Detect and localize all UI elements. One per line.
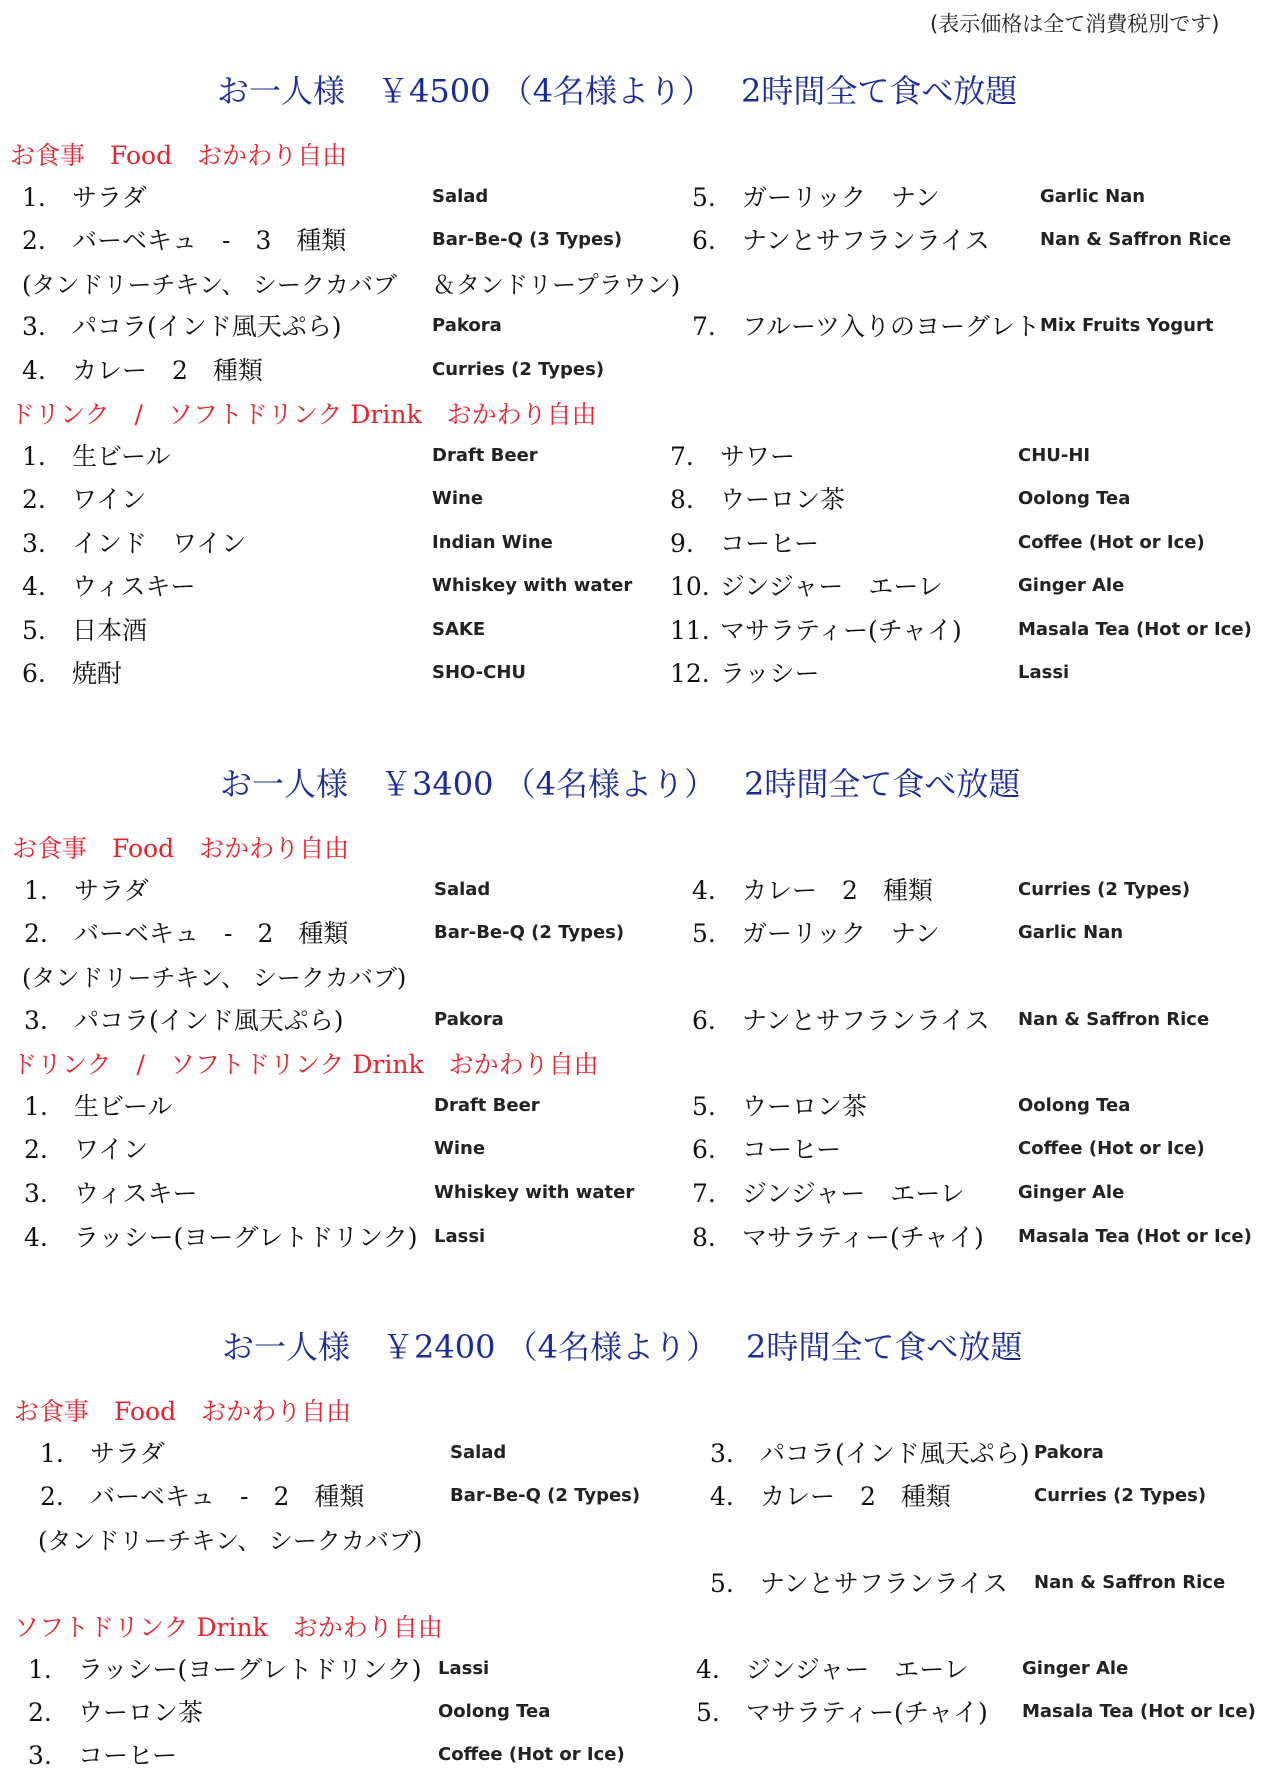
- item-jp: カレー 2 種類: [760, 1482, 951, 1511]
- plan-1-bbq-note: (タンドリーチキン、 シークカバブ: [22, 271, 397, 299]
- plan-1-food-item: [692, 178, 940, 214]
- item-jp: ワイン: [72, 485, 147, 514]
- item-jp: ラッシー(ヨーグレトドリンク): [74, 1223, 418, 1252]
- item-jp: ナンとサフランライス: [760, 1569, 1008, 1598]
- item-number: 10.: [670, 572, 710, 601]
- item-jp: 焼酎: [72, 659, 123, 688]
- item-jp: 生ビール: [72, 442, 171, 471]
- plan-3-bbq-note: (タンドリーチキン、 シークカバブ): [38, 1527, 423, 1555]
- item-number: 11.: [670, 616, 710, 645]
- item-number: 2.: [22, 485, 46, 514]
- plan-1-food-item-en: Garlic Nan: [1040, 186, 1146, 207]
- plan-3-food-item: [710, 1564, 1008, 1600]
- plan-2-title-price: お一人様 ￥3400 （4名様より）: [220, 765, 716, 803]
- item-number: 1.: [24, 876, 48, 905]
- item-number: 1.: [24, 1092, 48, 1121]
- plan-1-food-item: [22, 351, 263, 387]
- plan-2-food-item-en: Curries (2 Types): [1018, 879, 1191, 900]
- item-jp: ウィスキー: [72, 572, 196, 601]
- item-jp: 生ビール: [74, 1092, 173, 1121]
- item-jp: マサラティー(チャイ): [742, 1223, 984, 1252]
- item-number: 4.: [24, 1223, 48, 1252]
- item-jp: パコラ(インド風天ぷら): [74, 1006, 344, 1035]
- plan-3-drink-item: [696, 1693, 988, 1729]
- item-number: 7.: [692, 1179, 716, 1208]
- item-number: 4.: [710, 1482, 734, 1511]
- plan-2-drink-item-en: Wine: [434, 1138, 486, 1159]
- plan-3-food-item: [40, 1434, 165, 1470]
- plan-2-drink-item: [692, 1087, 867, 1123]
- item-jp: サワー: [720, 442, 796, 471]
- plan-3-drink-item: [28, 1736, 177, 1772]
- plan-1-drink-item-en: SAKE: [432, 619, 486, 640]
- item-number: 8.: [670, 485, 694, 514]
- plan-2-bbq-note: (タンドリーチキン、 シークカバブ): [22, 964, 407, 992]
- item-jp: サラダ: [90, 1439, 165, 1468]
- item-number: 2.: [22, 226, 46, 255]
- plan-2-drink-item: [24, 1218, 418, 1254]
- plan-2-food-item: [24, 871, 149, 907]
- item-jp: フルーツ入りのヨーグレト: [742, 312, 1041, 341]
- item-number: 5.: [696, 1698, 720, 1727]
- plan-2-food-item: [24, 914, 348, 950]
- item-number: 2.: [40, 1482, 64, 1511]
- plan-3-drink-header: ソフトドリンク Drink おかわり自由: [14, 1613, 443, 1642]
- item-jp: マサラティー(チャイ): [720, 616, 962, 645]
- item-jp: パコラ(インド風天ぷら): [72, 312, 342, 341]
- item-number: 4.: [696, 1655, 720, 1684]
- plan-2-food-item: [692, 1001, 990, 1037]
- plan-1-drink-item: [22, 480, 146, 516]
- plan-1-drink-item: [670, 437, 795, 473]
- plan-2-food-item: [692, 871, 933, 907]
- plan-1-food-item: [692, 221, 990, 257]
- plan-2-drink-item: [692, 1130, 841, 1166]
- item-jp: バーベキュ - 3 種類: [72, 226, 347, 255]
- item-number: 5.: [22, 616, 46, 645]
- item-number: 6.: [692, 1006, 716, 1035]
- plan-1-drink-item-en: Lassi: [1018, 662, 1070, 683]
- plan-3-drink-item-en: Oolong Tea: [438, 1701, 551, 1722]
- item-number: 7.: [692, 312, 716, 341]
- plan-1-food-item-en: Bar-Be-Q (3 Types): [432, 229, 623, 250]
- item-number: 1.: [28, 1655, 52, 1684]
- item-number: 3.: [24, 1006, 48, 1035]
- item-jp: ウーロン茶: [742, 1092, 868, 1121]
- plan-1-drink-item: [670, 480, 845, 516]
- plan-1-food-item: [692, 307, 1040, 343]
- item-jp: カレー 2 種類: [72, 356, 263, 385]
- plan-1-drink-item-en: Coffee (Hot or Ice): [1018, 532, 1205, 553]
- plan-2-drink-item-en: Draft Beer: [434, 1095, 540, 1116]
- plan-2-drink-item-en: Whiskey with water: [434, 1182, 635, 1203]
- plan-2-drink-item-en: Ginger Ale: [1018, 1182, 1125, 1203]
- plan-3-title: [222, 1322, 1022, 1368]
- item-jp: 日本酒: [72, 616, 148, 645]
- plan-1-food-item-en: Nan & Saffron Rice: [1040, 229, 1232, 250]
- item-jp: ジンジャー エーレ: [746, 1655, 969, 1684]
- plan-1-food-item: [22, 178, 147, 214]
- plan-2-food-item: [24, 1001, 344, 1037]
- plan-2-drink-item: [24, 1087, 173, 1123]
- item-jp: ナンとサフランライス: [742, 226, 990, 255]
- plan-3-food-item-en: Nan & Saffron Rice: [1034, 1572, 1226, 1593]
- plan-2-drink-header: ドリンク / ソフトドリンク Drink おかわり自由: [12, 1050, 599, 1079]
- plan-2-drink-item: [692, 1174, 965, 1210]
- item-jp: ワイン: [74, 1135, 149, 1164]
- plan-3-food-item-en: Pakora: [1034, 1442, 1104, 1463]
- plan-3-drink-item: [28, 1693, 203, 1729]
- plan-3-drink-item: [696, 1650, 969, 1686]
- plan-1-food-item-en: Mix Fruits Yogurt: [1040, 315, 1214, 336]
- plan-1-drink-item: [22, 611, 147, 647]
- plan-1-drink-item-en: Wine: [432, 488, 484, 509]
- plan-3-drink-item-en: Lassi: [438, 1658, 490, 1679]
- item-number: 4.: [22, 356, 46, 385]
- item-number: 1.: [22, 442, 46, 471]
- item-number: 6.: [692, 1135, 716, 1164]
- plan-1-food-item-en: Salad: [432, 186, 489, 207]
- plan-3-drink-item-en: Ginger Ale: [1022, 1658, 1129, 1679]
- plan-2-title: [220, 759, 1020, 805]
- plan-1-drink-item: [670, 611, 962, 647]
- plan-1-drink-item: [22, 567, 196, 603]
- item-jp: コーヒー: [720, 529, 820, 558]
- item-number: 3.: [22, 312, 46, 341]
- item-jp: パコラ(インド風天ぷら): [760, 1439, 1030, 1468]
- item-number: 5.: [692, 183, 716, 212]
- plan-2-drink-item: [24, 1174, 198, 1210]
- plan-2-drink-item: [24, 1130, 148, 1166]
- item-jp: サラダ: [74, 876, 149, 905]
- plan-3-food-item-en: Curries (2 Types): [1034, 1485, 1207, 1506]
- plan-1-drink-item: [670, 524, 819, 560]
- plan-3-food-item-en: Bar-Be-Q (2 Types): [450, 1485, 641, 1506]
- plan-2-food-item-en: Garlic Nan: [1018, 922, 1124, 943]
- plan-2-food-item: [692, 914, 940, 950]
- item-jp: コーヒー: [742, 1135, 842, 1164]
- item-jp: カレー 2 種類: [742, 876, 933, 905]
- plan-1-drink-item: [670, 654, 820, 690]
- item-jp: ラッシー(ヨーグレトドリンク): [78, 1655, 422, 1684]
- item-number: 5.: [710, 1569, 734, 1598]
- item-jp: ジンジャー エーレ: [720, 572, 943, 601]
- plan-1-drink-item-en: SHO-CHU: [432, 662, 527, 683]
- plan-3-drink-item-en: Coffee (Hot or Ice): [438, 1744, 625, 1765]
- plan-1-drink-header: ドリンク / ソフトドリンク Drink おかわり自由: [10, 400, 597, 429]
- item-number: 3.: [28, 1741, 52, 1770]
- tax-note: (表示価格は全て消費税別です): [930, 12, 1220, 36]
- plan-1-drink-item-en: Indian Wine: [432, 532, 553, 553]
- plan-1-drink-item-en: Ginger Ale: [1018, 575, 1125, 596]
- item-number: 6.: [692, 226, 716, 255]
- item-number: 12.: [670, 659, 710, 688]
- item-jp: ウィスキー: [74, 1179, 198, 1208]
- plan-3-food-item: [40, 1477, 364, 1513]
- plan-1-food-item: [22, 221, 346, 257]
- plan-3-title-price: お一人様 ￥2400 （4名様より）: [222, 1328, 718, 1366]
- item-number: 7.: [670, 442, 694, 471]
- plan-2-drink-item-en: Masala Tea (Hot or Ice): [1018, 1226, 1252, 1247]
- plan-1-food-header: お食事 Food おかわり自由: [10, 141, 348, 170]
- plan-1-drink-item: [22, 437, 171, 473]
- item-number: 4.: [692, 876, 716, 905]
- item-number: 4.: [22, 572, 46, 601]
- plan-3-drink-item: [28, 1650, 422, 1686]
- plan-1-drink-item: [22, 654, 122, 690]
- item-jp: インド ワイン: [72, 529, 247, 558]
- plan-1-food-item: [22, 307, 342, 343]
- item-jp: ガーリック ナン: [742, 183, 940, 212]
- item-jp: ガーリック ナン: [742, 919, 940, 948]
- plan-2-drink-item-en: Lassi: [434, 1226, 486, 1247]
- item-jp: バーベキュ - 2 種類: [90, 1482, 365, 1511]
- plan-2-food-header: お食事 Food おかわり自由: [12, 834, 350, 863]
- plan-2-food-item-en: Nan & Saffron Rice: [1018, 1009, 1210, 1030]
- item-number: 1.: [22, 183, 46, 212]
- item-jp: バーベキュ - 2 種類: [74, 919, 349, 948]
- plan-1-drink-item-en: Oolong Tea: [1018, 488, 1131, 509]
- plan-3-drink-item-en: Masala Tea (Hot or Ice): [1022, 1701, 1256, 1722]
- item-number: 2.: [24, 1135, 48, 1164]
- item-jp: ラッシー: [720, 659, 820, 688]
- item-jp: マサラティー(チャイ): [746, 1698, 988, 1727]
- plan-1-drink-item-en: CHU-HI: [1018, 445, 1091, 466]
- plan-2-food-item-en: Salad: [434, 879, 491, 900]
- item-jp: ウーロン茶: [720, 485, 846, 514]
- item-number: 8.: [692, 1223, 716, 1252]
- plan-2-drink-item: [692, 1218, 984, 1254]
- item-jp: ウーロン茶: [78, 1698, 204, 1727]
- item-number: 5.: [692, 1092, 716, 1121]
- plan-3-food-header: お食事 Food おかわり自由: [14, 1397, 352, 1426]
- item-jp: ナンとサフランライス: [742, 1006, 990, 1035]
- item-number: 3.: [22, 529, 46, 558]
- plan-1-drink-item-en: Whiskey with water: [432, 575, 633, 596]
- plan-1-food-item-en: Curries (2 Types): [432, 359, 605, 380]
- item-number: 3.: [24, 1179, 48, 1208]
- plan-1-bbq-note-cont: ＆タンドリープラウン): [432, 271, 681, 299]
- item-number: 6.: [22, 659, 46, 688]
- plan-1-drink-item: [670, 567, 943, 603]
- item-number: 2.: [24, 919, 48, 948]
- item-number: 1.: [40, 1439, 64, 1468]
- plan-3-food-item: [710, 1434, 1030, 1470]
- plan-3-food-item-en: Salad: [450, 1442, 507, 1463]
- plan-2-drink-item-en: Oolong Tea: [1018, 1095, 1131, 1116]
- item-jp: コーヒー: [78, 1741, 178, 1770]
- plan-1-drink-item-en: Masala Tea (Hot or Ice): [1018, 619, 1252, 640]
- plan-1-title-price: お一人様 ￥4500 （4名様より）: [217, 72, 713, 110]
- plan-1-title-time: 2時間全て食べ放題: [740, 72, 1018, 110]
- item-number: 9.: [670, 529, 694, 558]
- plan-2-food-item-en: Bar-Be-Q (2 Types): [434, 922, 625, 943]
- plan-1-food-item-en: Pakora: [432, 315, 502, 336]
- item-number: 3.: [710, 1439, 734, 1468]
- plan-2-drink-item-en: Coffee (Hot or Ice): [1018, 1138, 1205, 1159]
- plan-1-drink-item-en: Draft Beer: [432, 445, 538, 466]
- item-jp: ジンジャー エーレ: [742, 1179, 965, 1208]
- plan-3-food-item: [710, 1477, 951, 1513]
- plan-3-title-time: 2時間全て食べ放題: [745, 1328, 1023, 1366]
- plan-1-drink-item: [22, 524, 246, 560]
- plan-1-title: [217, 66, 1017, 112]
- item-number: 2.: [28, 1698, 52, 1727]
- plan-2-title-time: 2時間全て食べ放題: [743, 765, 1021, 803]
- item-jp: サラダ: [72, 183, 147, 212]
- item-number: 5.: [692, 919, 716, 948]
- plan-2-food-item-en: Pakora: [434, 1009, 504, 1030]
